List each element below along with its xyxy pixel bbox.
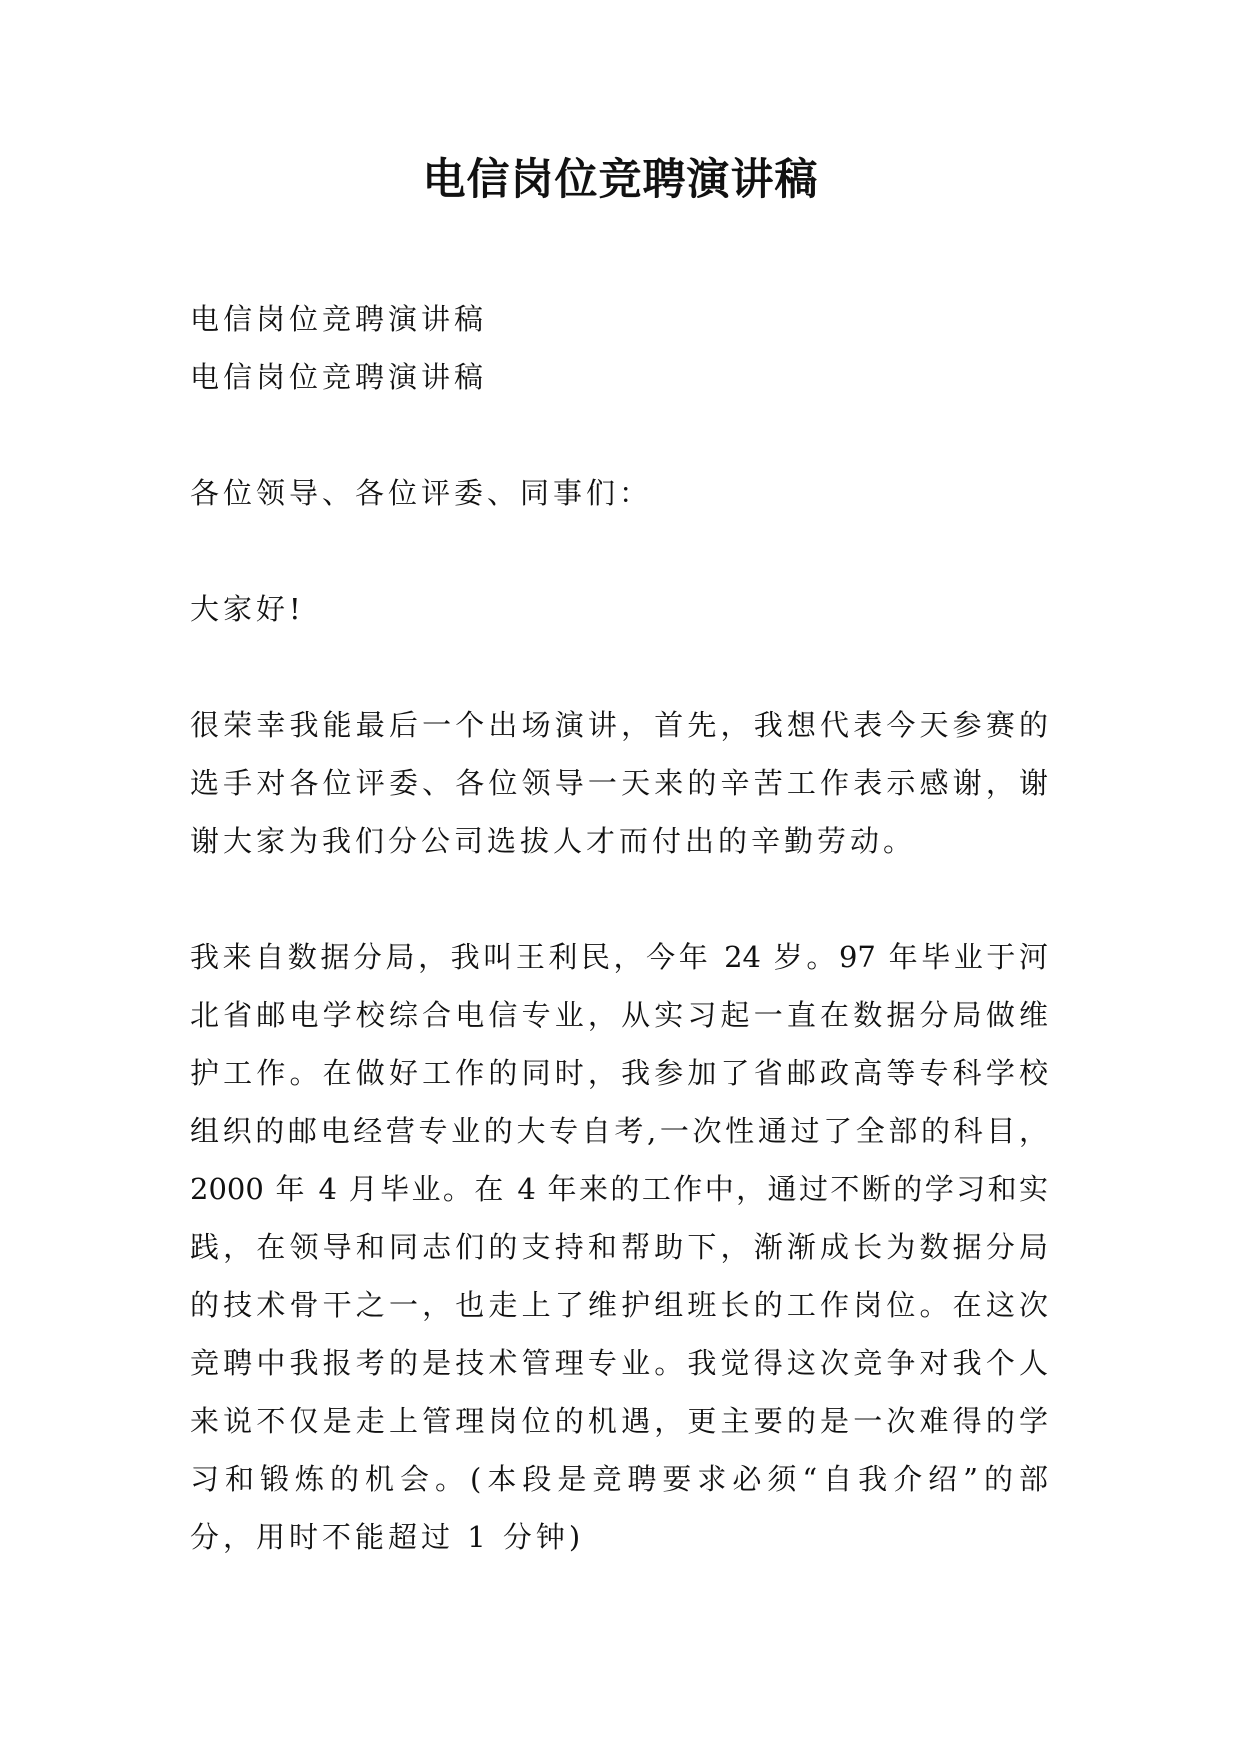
paragraph-gap (190, 522, 1048, 580)
paragraph-line: 护工作。在做好工作的同时，我参加了省邮政高等专科学校 (190, 1056, 1048, 1090)
subtitle-line: 电信岗位竞聘演讲稿 (190, 360, 488, 394)
paragraph-line: 竞聘中我报考的是技术管理专业。我觉得这次竞争对我个人 (190, 1346, 1048, 1380)
paragraph-line: 分，用时不能超过 1 分钟) (190, 1520, 585, 1554)
paragraph-line: 很荣幸我能最后一个出场演讲，首先，我想代表今天参赛的 (190, 708, 1048, 742)
paragraph-2 (190, 928, 1048, 1566)
paragraph-line: 习和锻炼的机会。(本段是竞聘要求必须“自我介绍”的部 (190, 1462, 1048, 1496)
paragraph-line: 组织的邮电经营专业的大专自考,一次性通过了全部的科目， (190, 1114, 1048, 1148)
paragraph-line: 2000 年 4 月毕业。在 4 年来的工作中，通过不断的学习和实 (190, 1172, 1048, 1206)
paragraph-line: 来说不仅是走上管理岗位的机遇，更主要的是一次难得的学 (190, 1404, 1048, 1438)
paragraph-1 (190, 696, 1048, 870)
salutation: 各位领导、各位评委、同事们： (190, 476, 653, 510)
greeting: 大家好! (190, 592, 305, 626)
paragraph-line: 的技术骨干之一，也走上了维护组班长的工作岗位。在这次 (190, 1288, 1048, 1322)
document-body (190, 290, 1048, 1566)
paragraph-line: 我来自数据分局，我叫王利民，今年 24 岁。97 年毕业于河 (190, 940, 1048, 974)
paragraph-line: 北省邮电学校综合电信专业，从实习起一直在数据分局做维 (190, 998, 1048, 1032)
paragraph-line: 践，在领导和同志们的支持和帮助下，渐渐成长为数据分局 (190, 1230, 1048, 1264)
paragraph-line: 谢大家为我们分公司选拔人才而付出的辛勤劳动。 (190, 824, 917, 858)
subtitle-line: 电信岗位竞聘演讲稿 (190, 302, 488, 336)
paragraph-gap (190, 406, 1048, 464)
paragraph-line: 选手对各位评委、各位领导一天来的辛苦工作表示感谢，谢 (190, 766, 1048, 800)
paragraph-gap (190, 870, 1048, 928)
document-title: 电信岗位竞聘演讲稿 (422, 155, 819, 205)
paragraph-gap (190, 638, 1048, 696)
